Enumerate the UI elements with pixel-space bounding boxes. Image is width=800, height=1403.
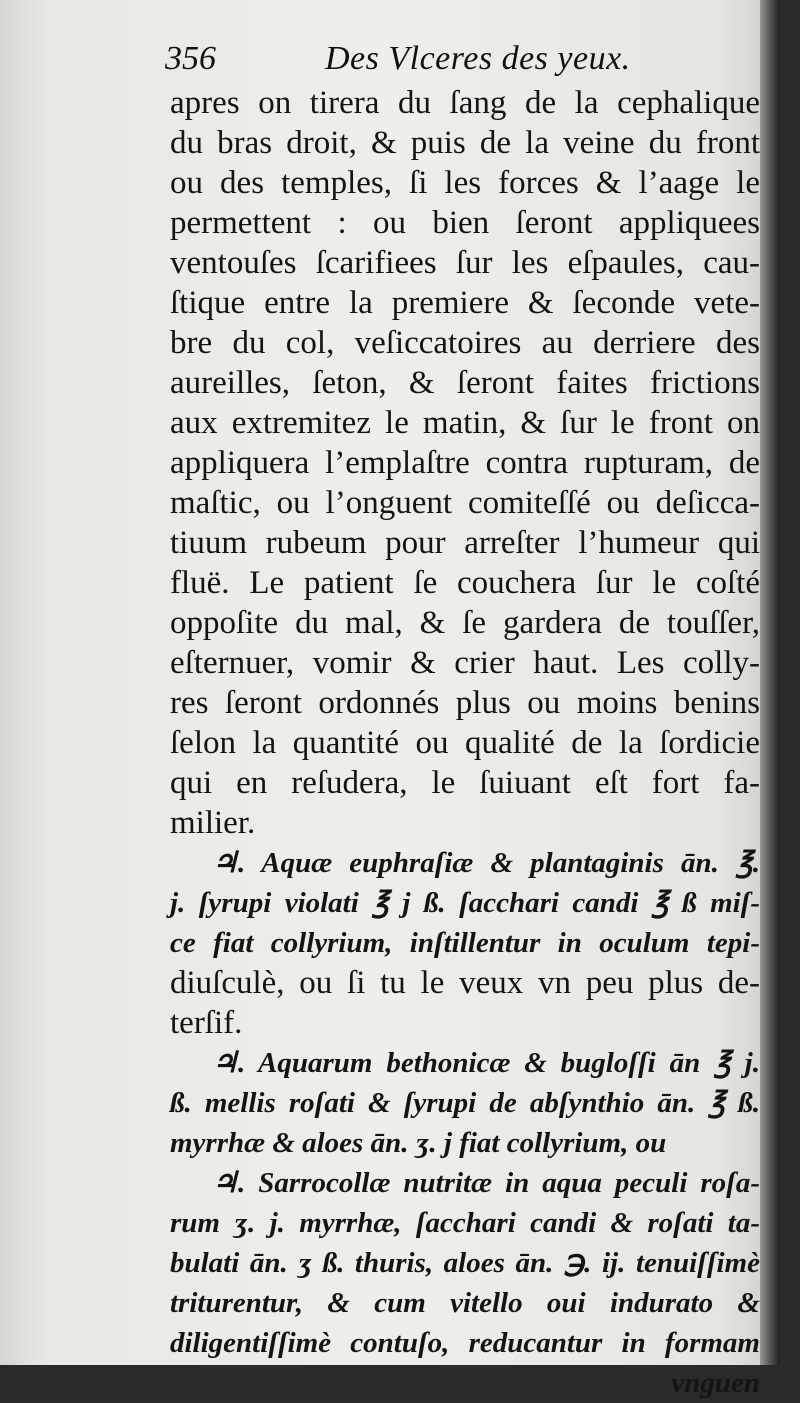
page-edge-shadow — [760, 0, 780, 1365]
page-number: 356 — [165, 40, 216, 77]
text-line: ſtique entre la premiere & ſeconde vete- — [170, 285, 760, 321]
text-line: diuſculè, ou ſi tu le veux vn peu plus de- — [170, 965, 760, 1001]
text-line: res ſeront ordonnés plus ou moins benins — [170, 685, 760, 721]
running-title: Des Vlceres des yeux. — [325, 40, 631, 77]
recipe-line: ce fiat collyrium, inſtillentur in oculum tepi- — [170, 927, 760, 959]
text-line: qui en reſudera, le ſuiuant eſt fort fa- — [170, 765, 760, 801]
text-line: permettent : ou bien ſeront appliquees — [170, 205, 760, 241]
text-line: du bras droit, & puis de la veine du front — [170, 125, 760, 161]
recipe-line: ♃. Aquarum bethonicæ & bugloſſi ān ℥ j. — [212, 1047, 760, 1079]
text-line: tiuum rubeum pour arreſter l’humeur qui — [170, 525, 760, 561]
recipe-line: bulati ān. ʒ ß. thuris, aloes ān. ℈. ij. tenuiſſimè — [170, 1247, 760, 1279]
recipe-line: ♃. Aquæ euphraſiæ & plantaginis ān. ℥. — [212, 847, 760, 879]
text-line: bre du col, veſiccatoires au derriere des — [170, 325, 760, 361]
text-line: maſtic, ou l’onguent comiteſſé ou deſicca- — [170, 485, 760, 521]
page-header — [165, 40, 765, 88]
text-line: ſelon la quantité ou qualité de la ſordicie — [170, 725, 760, 761]
recipe-line: j. ſyrupi violati ℥ j ß. ſacchari candi ℥ ß miſ- — [170, 887, 760, 919]
recipe-line: rum ʒ. j. myrrhæ, ſacchari candi & roſati ta- — [170, 1207, 760, 1239]
catchword: vnguen — [671, 1367, 760, 1399]
text-line: aureilles, ſeton, & ſeront faites frictions — [170, 365, 760, 401]
text-line: fluë. Le patient ſe couchera ſur le coſté — [170, 565, 760, 601]
recipe-line: ♃. Sarrocollæ nutritæ in aqua peculi roſa- — [212, 1167, 760, 1199]
recipe-line: diligentiſſimè contuſo, reducantur in formam — [170, 1327, 760, 1359]
text-line: aux extremitez le matin, & ſur le front on — [170, 405, 760, 441]
text-line: oppoſite du mal, & ſe gardera de touſſer, — [170, 605, 760, 641]
text-line: eſternuer, vomir & crier haut. Les colly- — [170, 645, 760, 681]
text-line: apres on tirera du ſang de la cephalique — [170, 85, 760, 121]
recipe-line: ß. mellis roſati & ſyrupi de abſynthio ān. ℥ ß. — [170, 1087, 760, 1119]
text-line: terſif. — [170, 1005, 243, 1041]
recipe-line: myrrhæ & aloes ān. ʒ. j fiat collyrium, ou — [170, 1127, 667, 1159]
text-line: ventouſes ſcarifiees ſur les eſpaules, cau- — [170, 245, 760, 281]
recipe-line: triturentur, & cum vitello oui indurato & — [170, 1287, 760, 1319]
text-line: ou des temples, ſi les forces & l’aage le — [170, 165, 760, 201]
text-line: appliquera l’emplaſtre contra rupturam, de — [170, 445, 760, 481]
text-line: milier. — [170, 805, 256, 841]
body-text — [170, 83, 760, 1403]
